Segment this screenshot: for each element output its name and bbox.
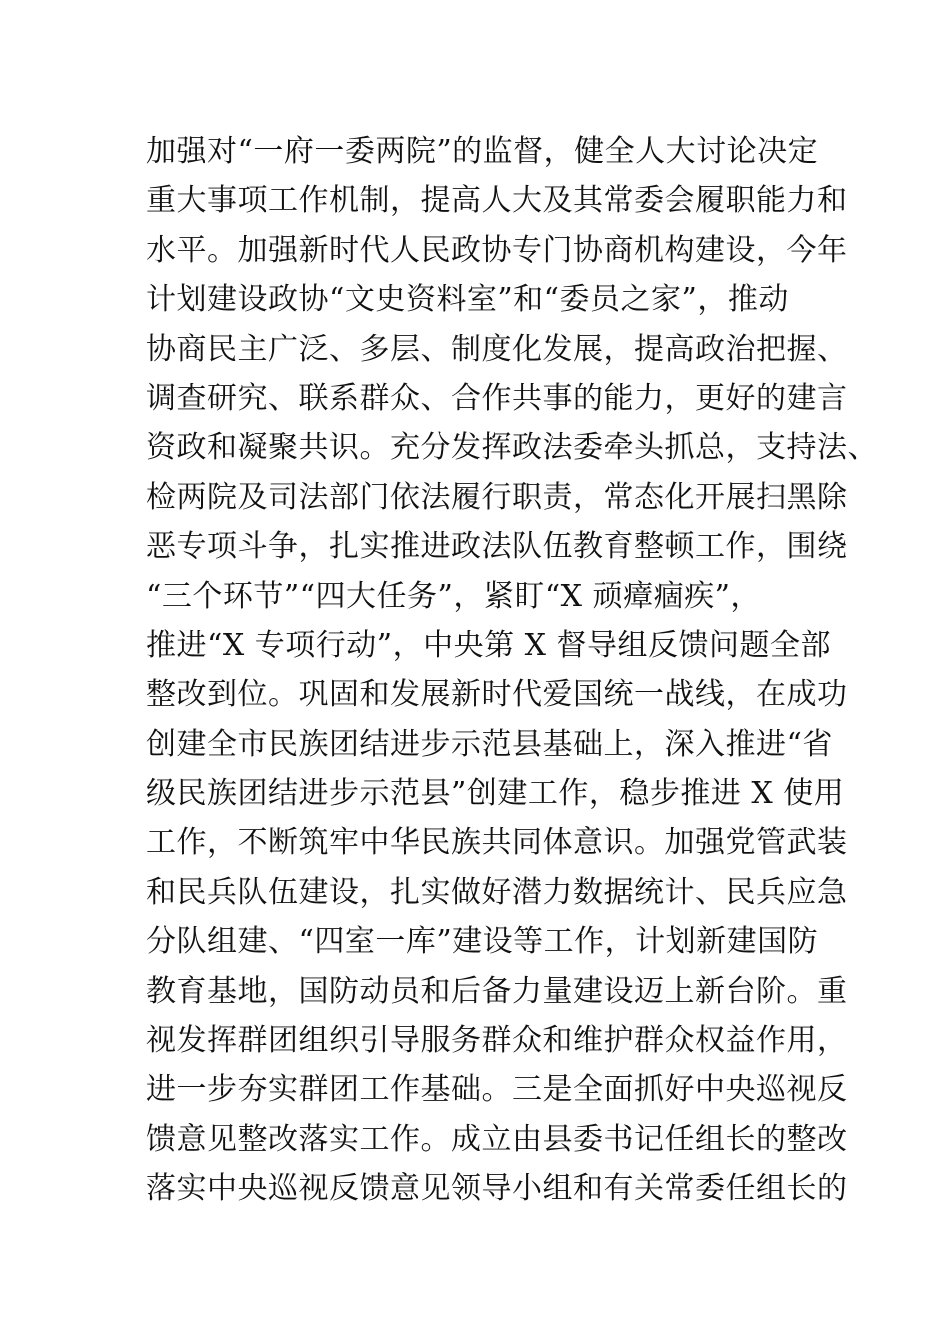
text-line: 工作，不断筑牢中华民族共同体意识。加强党管武装 [146,825,848,861]
text-line: 推进“X 专项行动”，中央第 X 督导组反馈问题全部 [146,627,831,663]
text-line: 资政和凝聚共识。充分发挥政法委牵头抓总，支持法、 [146,430,878,466]
text-line: 加强对“一府一委两院”的监督，健全人大讨论决定 [146,134,819,169]
text-line: “三个环节”“四大任务”，紧盯“X 顽瘴痼疾”， [146,578,761,614]
text-line: 计划建设政协“文史资料室”和“委员之家”，推动 [146,282,789,318]
text-line: 级民族团结进步示范县”创建工作，稳步推进 X 使用 [146,776,845,812]
text-line: 协商民主广泛、多层、制度化发展，提高政治把握、 [146,331,848,367]
text-line: 创建全市民族团结进步示范县基础上，深入推进“省 [146,726,833,762]
text-line: 检两院及司法部门依法履行职责，常态化开展扫黑除 [146,479,848,515]
text-line: 恶专项斗争，扎实推进政法队伍教育整顿工作，围绕 [146,529,848,565]
text-line: 整改到位。巩固和发展新时代爱国统一战线，在成功 [146,677,848,713]
text-line: 和民兵队伍建设，扎实做好潜力数据统计、民兵应急 [146,874,848,910]
text-line: 落实中央巡视反馈意见领导小组和有关常委任组长的 [146,1171,848,1207]
text-line: 进一步夯实群团工作基础。三是全面抓好中央巡视反 [146,1072,848,1108]
text-line: 视发挥群团组织引导服务群众和维护群众权益作用， [146,1023,848,1059]
text-line: 水平。加强新时代人民政协专门协商机构建设，今年 [146,232,848,268]
text-line: 重大事项工作机制，提高人大及其常委会履职能力和 [146,183,848,219]
text-line: 分队组建、“四室一库”建设等工作，计划新建国防 [146,924,819,960]
body-text [146,127,878,1214]
text-line: 教育基地，国防动员和后备力量建设迈上新台阶。重 [146,973,848,1009]
text-line: 调查研究、联系群众、合作共事的能力，更好的建言 [146,380,848,416]
text-line: 馈意见整改落实工作。成立由县委书记任组长的整改 [146,1121,848,1157]
